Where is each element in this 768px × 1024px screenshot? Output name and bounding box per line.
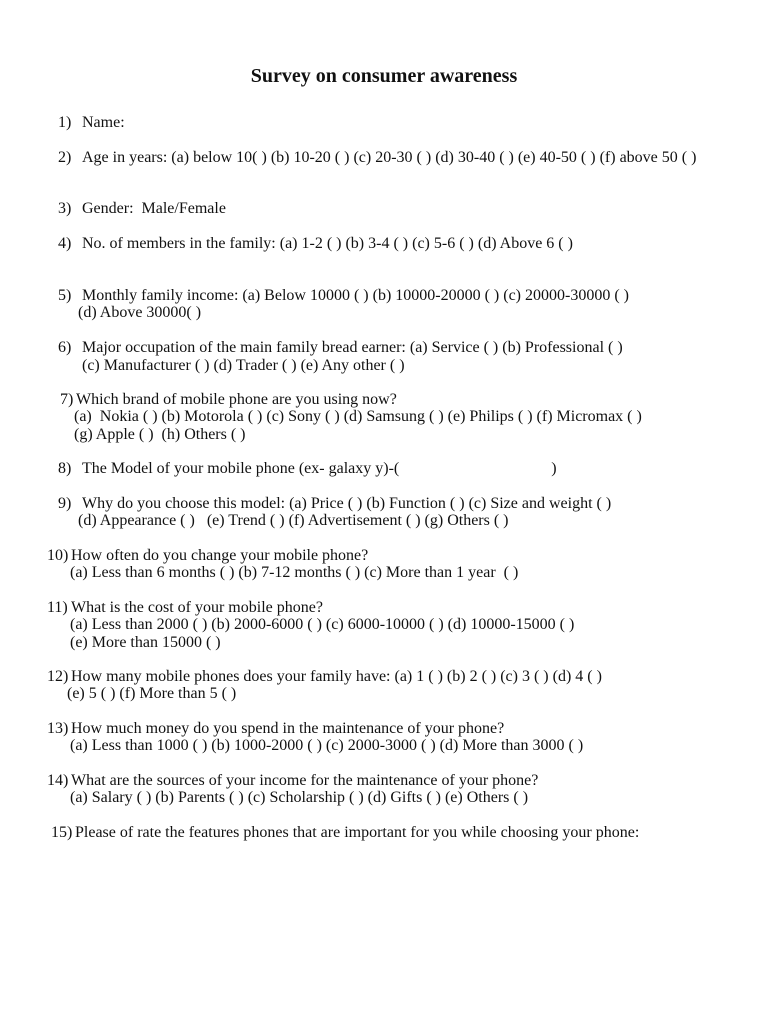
question-number: 4) xyxy=(58,235,72,252)
question-text: How much money do you spend in the maintenance of your phone? xyxy=(71,720,505,737)
question-number: 9) xyxy=(58,495,72,512)
question-options: (a) Less than 6 months ( ) (b) 7-12 months ( ) (c) More than 1 year ( ) xyxy=(70,564,519,581)
question-number: 10) xyxy=(47,547,69,564)
question-options: (e) 5 ( ) (f) More than 5 ( ) xyxy=(67,685,237,702)
question-text: What is the cost of your mobile phone? xyxy=(71,599,323,616)
question-number: 12) xyxy=(47,668,69,685)
question-number: 13) xyxy=(47,720,69,737)
question-options: (g) Apple ( ) (h) Others ( ) xyxy=(74,426,246,443)
question-options: (a) Nokia ( ) (b) Motorola ( ) (c) Sony ( ) (d) Samsung ( ) (e) Philips ( ) (f) Micromax ( ) xyxy=(74,408,642,425)
question-number: 6) xyxy=(58,339,72,356)
question-text: How many mobile phones does your family have: (a) 1 ( ) (b) 2 ( ) (c) 3 ( ) (d) 4 ( ) xyxy=(71,668,602,685)
question-text: No. of members in the family: (a) 1-2 ( ) (b) 3-4 ( ) (c) 5-6 ( ) (d) Above 6 ( ) xyxy=(82,235,573,252)
question-options: (a) Less than 1000 ( ) (b) 1000-2000 ( ) (c) 2000-3000 ( ) (d) More than 3000 ( ) xyxy=(70,737,584,754)
question-options: (d) Above 30000( ) xyxy=(78,304,202,321)
question-text: Monthly family income: (a) Below 10000 ( ) (b) 10000-20000 ( ) (c) 20000-30000 ( ) xyxy=(82,287,629,304)
question-number: 14) xyxy=(47,772,69,789)
question-text: The Model of your mobile phone (ex- galaxy y)-( ) xyxy=(82,460,557,477)
page-title: Survey on consumer awareness xyxy=(250,65,518,87)
question-number: 1) xyxy=(58,114,72,131)
question-options: (a) Less than 2000 ( ) (b) 2000-6000 ( ) (c) 6000-10000 ( ) (d) 10000-15000 ( ) xyxy=(70,616,575,633)
question-number: 15) xyxy=(51,824,73,841)
question-text: Age in years: (a) below 10( ) (b) 10-20 ( ) (c) 20-30 ( ) (d) 30-40 ( ) (e) 40-50 ( ) (f) above 50 ( ) xyxy=(82,149,697,166)
question-options: (e) More than 15000 ( ) xyxy=(70,634,221,651)
question-number: 7) xyxy=(60,391,74,408)
question-number: 11) xyxy=(47,599,68,616)
question-text: Gender: Male/Female xyxy=(82,200,226,217)
question-number: 3) xyxy=(58,200,72,217)
question-options: (c) Manufacturer ( ) (d) Trader ( ) (e) Any other ( ) xyxy=(82,357,405,374)
question-text: Why do you choose this model: (a) Price ( ) (b) Function ( ) (c) Size and weight ( ) xyxy=(82,495,612,512)
question-text: Major occupation of the main family bread earner: (a) Service ( ) (b) Professional ( ) xyxy=(82,339,623,356)
question-number: 2) xyxy=(58,149,72,166)
question-options: (d) Appearance ( ) (e) Trend ( ) (f) Advertisement ( ) (g) Others ( ) xyxy=(78,512,509,529)
question-text: Name: xyxy=(82,114,125,131)
question-number: 5) xyxy=(58,287,72,304)
question-options: (a) Salary ( ) (b) Parents ( ) (c) Scholarship ( ) (d) Gifts ( ) (e) Others ( ) xyxy=(70,789,529,806)
question-text: How often do you change your mobile phone? xyxy=(71,547,369,564)
question-number: 8) xyxy=(58,460,72,477)
question-text: Which brand of mobile phone are you using now? xyxy=(76,391,397,408)
question-text: What are the sources of your income for the maintenance of your phone? xyxy=(71,772,539,789)
question-text: Please of rate the features phones that are important for you while choosing your phone: xyxy=(75,824,640,841)
